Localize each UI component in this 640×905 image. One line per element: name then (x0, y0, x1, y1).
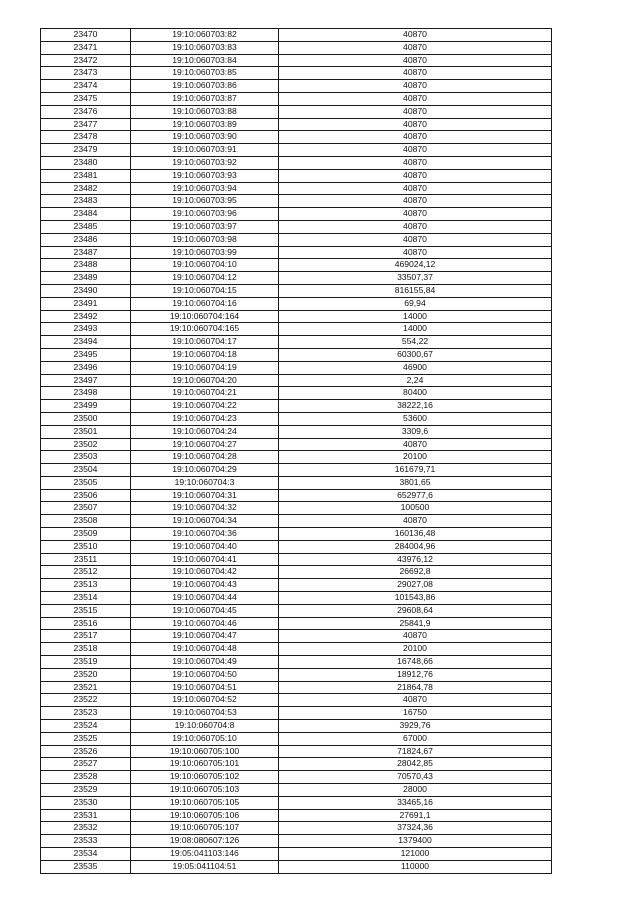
cadastral-number-cell: 19:10:060704:23 (131, 412, 279, 425)
row-number-cell: 23509 (41, 528, 131, 541)
cadastral-number-cell: 19:10:060704:15 (131, 284, 279, 297)
row-number-cell: 23501 (41, 425, 131, 438)
table-row (41, 502, 552, 515)
table-row (41, 323, 552, 336)
cadastral-number-cell: 19:10:060705:105 (131, 796, 279, 809)
row-number-cell: 23485 (41, 220, 131, 233)
value-cell: 43976,12 (279, 553, 552, 566)
row-number-cell: 23480 (41, 156, 131, 169)
table-row (41, 195, 552, 208)
table-row (41, 630, 552, 643)
value-cell: 3801,65 (279, 476, 552, 489)
cadastral-number-cell: 19:10:060704:51 (131, 681, 279, 694)
value-cell: 40870 (279, 105, 552, 118)
table-row (41, 707, 552, 720)
row-number-cell: 23524 (41, 720, 131, 733)
value-cell: 160136,48 (279, 528, 552, 541)
value-cell: 40870 (279, 92, 552, 105)
cadastral-number-cell: 19:10:060705:107 (131, 822, 279, 835)
row-number-cell: 23506 (41, 489, 131, 502)
value-cell: 40870 (279, 156, 552, 169)
row-number-cell: 23484 (41, 208, 131, 221)
value-cell: 37324,36 (279, 822, 552, 835)
value-cell: 40870 (279, 80, 552, 93)
value-cell: 38222,16 (279, 400, 552, 413)
row-number-cell: 23530 (41, 796, 131, 809)
table-row (41, 643, 552, 656)
value-cell: 40870 (279, 144, 552, 157)
table-row (41, 425, 552, 438)
value-cell: 16750 (279, 707, 552, 720)
table-body (41, 29, 552, 874)
cadastral-number-cell: 19:10:060704:29 (131, 464, 279, 477)
cadastral-number-cell: 19:08:080607:126 (131, 835, 279, 848)
cadastral-number-cell: 19:10:060704:48 (131, 643, 279, 656)
cadastral-number-cell: 19:10:060703:95 (131, 195, 279, 208)
value-cell: 40870 (279, 515, 552, 528)
value-cell: 33465,16 (279, 796, 552, 809)
value-cell: 40870 (279, 41, 552, 54)
value-cell: 80400 (279, 387, 552, 400)
row-number-cell: 23477 (41, 118, 131, 131)
cadastral-number-cell: 19:10:060704:52 (131, 694, 279, 707)
value-cell: 70570,43 (279, 771, 552, 784)
value-cell: 40870 (279, 29, 552, 42)
table-row (41, 745, 552, 758)
cadastral-number-cell: 19:10:060704:50 (131, 668, 279, 681)
value-cell: 3309,6 (279, 425, 552, 438)
cadastral-number-cell: 19:10:060704:16 (131, 297, 279, 310)
table-row (41, 336, 552, 349)
cadastral-number-cell: 19:10:060704:36 (131, 528, 279, 541)
value-cell: 25841,9 (279, 617, 552, 630)
table-row (41, 67, 552, 80)
row-number-cell: 23507 (41, 502, 131, 515)
row-number-cell: 23508 (41, 515, 131, 528)
row-number-cell: 23476 (41, 105, 131, 118)
table-row (41, 144, 552, 157)
row-number-cell: 23505 (41, 476, 131, 489)
table-row (41, 92, 552, 105)
table-row (41, 412, 552, 425)
table-row (41, 438, 552, 451)
cadastral-number-cell: 19:10:060704:19 (131, 361, 279, 374)
row-number-cell: 23529 (41, 784, 131, 797)
cadastral-number-cell: 19:10:060704:28 (131, 451, 279, 464)
table-row (41, 604, 552, 617)
table-row (41, 848, 552, 861)
table-row (41, 809, 552, 822)
cadastral-number-cell: 19:10:060704:3 (131, 476, 279, 489)
row-number-cell: 23504 (41, 464, 131, 477)
table-row (41, 233, 552, 246)
cadastral-number-cell: 19:10:060705:10 (131, 732, 279, 745)
row-number-cell: 23527 (41, 758, 131, 771)
cadastral-number-cell: 19:10:060705:106 (131, 809, 279, 822)
table-row (41, 131, 552, 144)
cadastral-number-cell: 19:10:060703:90 (131, 131, 279, 144)
data-table (40, 28, 552, 874)
row-number-cell: 23486 (41, 233, 131, 246)
cadastral-number-cell: 19:10:060705:101 (131, 758, 279, 771)
row-number-cell: 23498 (41, 387, 131, 400)
cadastral-number-cell: 19:10:060704:20 (131, 374, 279, 387)
table-row (41, 592, 552, 605)
value-cell: 40870 (279, 694, 552, 707)
cadastral-number-cell: 19:10:060703:99 (131, 246, 279, 259)
value-cell: 26692,8 (279, 566, 552, 579)
cadastral-number-cell: 19:10:060704:45 (131, 604, 279, 617)
row-number-cell: 23492 (41, 310, 131, 323)
value-cell: 14000 (279, 323, 552, 336)
cadastral-number-cell: 19:10:060703:97 (131, 220, 279, 233)
cadastral-number-cell: 19:10:060704:165 (131, 323, 279, 336)
table-row (41, 272, 552, 285)
table-row (41, 835, 552, 848)
row-number-cell: 23483 (41, 195, 131, 208)
row-number-cell: 23495 (41, 348, 131, 361)
table-row (41, 860, 552, 873)
row-number-cell: 23481 (41, 169, 131, 182)
value-cell: 29027,08 (279, 579, 552, 592)
value-cell: 40870 (279, 67, 552, 80)
table-row (41, 784, 552, 797)
table-row (41, 169, 552, 182)
table-row (41, 694, 552, 707)
cadastral-number-cell: 19:10:060704:42 (131, 566, 279, 579)
row-number-cell: 23511 (41, 553, 131, 566)
cadastral-number-cell: 19:10:060704:17 (131, 336, 279, 349)
row-number-cell: 23521 (41, 681, 131, 694)
cadastral-number-cell: 19:10:060704:21 (131, 387, 279, 400)
value-cell: 110000 (279, 860, 552, 873)
value-cell: 40870 (279, 182, 552, 195)
cadastral-number-cell: 19:10:060703:96 (131, 208, 279, 221)
table-row (41, 656, 552, 669)
value-cell: 554,22 (279, 336, 552, 349)
table-row (41, 182, 552, 195)
row-number-cell: 23518 (41, 643, 131, 656)
cadastral-number-cell: 19:10:060703:89 (131, 118, 279, 131)
cadastral-number-cell: 19:10:060703:93 (131, 169, 279, 182)
table-row (41, 796, 552, 809)
value-cell: 20100 (279, 451, 552, 464)
row-number-cell: 23533 (41, 835, 131, 848)
cadastral-number-cell: 19:10:060703:88 (131, 105, 279, 118)
table-row (41, 54, 552, 67)
row-number-cell: 23513 (41, 579, 131, 592)
table-row (41, 80, 552, 93)
table-row (41, 771, 552, 784)
table-row (41, 720, 552, 733)
table-row (41, 566, 552, 579)
cadastral-number-cell: 19:10:060704:34 (131, 515, 279, 528)
row-number-cell: 23490 (41, 284, 131, 297)
value-cell: 652977,6 (279, 489, 552, 502)
value-cell: 469024,12 (279, 259, 552, 272)
value-cell: 46900 (279, 361, 552, 374)
cadastral-number-cell: 19:10:060704:31 (131, 489, 279, 502)
cadastral-number-cell: 19:10:060703:83 (131, 41, 279, 54)
row-number-cell: 23522 (41, 694, 131, 707)
cadastral-number-cell: 19:10:060704:44 (131, 592, 279, 605)
value-cell: 21864,78 (279, 681, 552, 694)
value-cell: 40870 (279, 438, 552, 451)
value-cell: 284004,96 (279, 540, 552, 553)
cadastral-number-cell: 19:10:060703:85 (131, 67, 279, 80)
value-cell: 2,24 (279, 374, 552, 387)
row-number-cell: 23531 (41, 809, 131, 822)
row-number-cell: 23519 (41, 656, 131, 669)
row-number-cell: 23520 (41, 668, 131, 681)
cadastral-number-cell: 19:10:060704:8 (131, 720, 279, 733)
table-row (41, 208, 552, 221)
value-cell: 71824,67 (279, 745, 552, 758)
cadastral-number-cell: 19:10:060704:32 (131, 502, 279, 515)
table-row (41, 387, 552, 400)
row-number-cell: 23535 (41, 860, 131, 873)
cadastral-number-cell: 19:10:060704:49 (131, 656, 279, 669)
cadastral-number-cell: 19:10:060704:47 (131, 630, 279, 643)
row-number-cell: 23482 (41, 182, 131, 195)
cadastral-number-cell: 19:10:060704:46 (131, 617, 279, 630)
value-cell: 29608,64 (279, 604, 552, 617)
table-row (41, 361, 552, 374)
table-row (41, 758, 552, 771)
table-row (41, 310, 552, 323)
value-cell: 161679,71 (279, 464, 552, 477)
table-row (41, 41, 552, 54)
row-number-cell: 23502 (41, 438, 131, 451)
table-row (41, 374, 552, 387)
table-row (41, 105, 552, 118)
row-number-cell: 23479 (41, 144, 131, 157)
value-cell: 33507,37 (279, 272, 552, 285)
value-cell: 40870 (279, 220, 552, 233)
cadastral-number-cell: 19:10:060703:84 (131, 54, 279, 67)
row-number-cell: 23471 (41, 41, 131, 54)
value-cell: 121000 (279, 848, 552, 861)
value-cell: 28042,85 (279, 758, 552, 771)
row-number-cell: 23510 (41, 540, 131, 553)
value-cell: 40870 (279, 54, 552, 67)
cadastral-number-cell: 19:10:060703:82 (131, 29, 279, 42)
row-number-cell: 23525 (41, 732, 131, 745)
row-number-cell: 23534 (41, 848, 131, 861)
cadastral-number-cell: 19:10:060703:92 (131, 156, 279, 169)
value-cell: 18912,76 (279, 668, 552, 681)
cadastral-number-cell: 19:10:060704:41 (131, 553, 279, 566)
row-number-cell: 23514 (41, 592, 131, 605)
value-cell: 40870 (279, 246, 552, 259)
table-row (41, 451, 552, 464)
row-number-cell: 23494 (41, 336, 131, 349)
table-row (41, 476, 552, 489)
table-row (41, 617, 552, 630)
table-row (41, 822, 552, 835)
value-cell: 40870 (279, 208, 552, 221)
row-number-cell: 23523 (41, 707, 131, 720)
row-number-cell: 23472 (41, 54, 131, 67)
table-row (41, 220, 552, 233)
value-cell: 40870 (279, 233, 552, 246)
table-row (41, 400, 552, 413)
value-cell: 20100 (279, 643, 552, 656)
row-number-cell: 23528 (41, 771, 131, 784)
cadastral-number-cell: 19:10:060703:86 (131, 80, 279, 93)
cadastral-number-cell: 19:10:060703:98 (131, 233, 279, 246)
row-number-cell: 23473 (41, 67, 131, 80)
value-cell: 100500 (279, 502, 552, 515)
value-cell: 69,94 (279, 297, 552, 310)
table-row (41, 528, 552, 541)
value-cell: 53600 (279, 412, 552, 425)
cadastral-number-cell: 19:10:060703:94 (131, 182, 279, 195)
table-row (41, 732, 552, 745)
row-number-cell: 23512 (41, 566, 131, 579)
row-number-cell: 23497 (41, 374, 131, 387)
row-number-cell: 23491 (41, 297, 131, 310)
row-number-cell: 23526 (41, 745, 131, 758)
row-number-cell: 23503 (41, 451, 131, 464)
table-row (41, 118, 552, 131)
cadastral-number-cell: 19:10:060704:43 (131, 579, 279, 592)
cadastral-number-cell: 19:10:060704:24 (131, 425, 279, 438)
row-number-cell: 23489 (41, 272, 131, 285)
row-number-cell: 23516 (41, 617, 131, 630)
value-cell: 3929,76 (279, 720, 552, 733)
row-number-cell: 23500 (41, 412, 131, 425)
value-cell: 67000 (279, 732, 552, 745)
value-cell: 14000 (279, 310, 552, 323)
value-cell: 28000 (279, 784, 552, 797)
table-row (41, 489, 552, 502)
value-cell: 40870 (279, 630, 552, 643)
cadastral-number-cell: 19:10:060704:27 (131, 438, 279, 451)
table-row (41, 297, 552, 310)
table-row (41, 156, 552, 169)
row-number-cell: 23499 (41, 400, 131, 413)
row-number-cell: 23532 (41, 822, 131, 835)
value-cell: 16748,66 (279, 656, 552, 669)
table-row (41, 246, 552, 259)
row-number-cell: 23488 (41, 259, 131, 272)
row-number-cell: 23496 (41, 361, 131, 374)
table-row (41, 540, 552, 553)
cadastral-number-cell: 19:05:041104:51 (131, 860, 279, 873)
cadastral-number-cell: 19:10:060705:100 (131, 745, 279, 758)
value-cell: 40870 (279, 195, 552, 208)
value-cell: 60300,67 (279, 348, 552, 361)
table-row (41, 29, 552, 42)
cadastral-number-cell: 19:10:060704:22 (131, 400, 279, 413)
cadastral-number-cell: 19:10:060705:103 (131, 784, 279, 797)
value-cell: 101543,86 (279, 592, 552, 605)
value-cell: 816155,84 (279, 284, 552, 297)
row-number-cell: 23515 (41, 604, 131, 617)
cadastral-number-cell: 19:10:060704:40 (131, 540, 279, 553)
cadastral-number-cell: 19:10:060704:53 (131, 707, 279, 720)
table-row (41, 515, 552, 528)
row-number-cell: 23474 (41, 80, 131, 93)
table-row (41, 668, 552, 681)
table-row (41, 284, 552, 297)
cadastral-number-cell: 19:10:060704:18 (131, 348, 279, 361)
cadastral-number-cell: 19:10:060704:12 (131, 272, 279, 285)
value-cell: 40870 (279, 169, 552, 182)
value-cell: 40870 (279, 131, 552, 144)
row-number-cell: 23470 (41, 29, 131, 42)
table-row (41, 579, 552, 592)
table-row (41, 464, 552, 477)
value-cell: 27691,1 (279, 809, 552, 822)
row-number-cell: 23487 (41, 246, 131, 259)
cadastral-number-cell: 19:10:060703:91 (131, 144, 279, 157)
table-row (41, 681, 552, 694)
cadastral-number-cell: 19:10:060703:87 (131, 92, 279, 105)
cadastral-number-cell: 19:10:060704:10 (131, 259, 279, 272)
cadastral-number-cell: 19:10:060704:164 (131, 310, 279, 323)
value-cell: 1379400 (279, 835, 552, 848)
row-number-cell: 23493 (41, 323, 131, 336)
cadastral-number-cell: 19:05:041103:146 (131, 848, 279, 861)
row-number-cell: 23475 (41, 92, 131, 105)
table-row (41, 553, 552, 566)
row-number-cell: 23517 (41, 630, 131, 643)
table-row (41, 259, 552, 272)
value-cell: 40870 (279, 118, 552, 131)
cadastral-number-cell: 19:10:060705:102 (131, 771, 279, 784)
table-row (41, 348, 552, 361)
row-number-cell: 23478 (41, 131, 131, 144)
